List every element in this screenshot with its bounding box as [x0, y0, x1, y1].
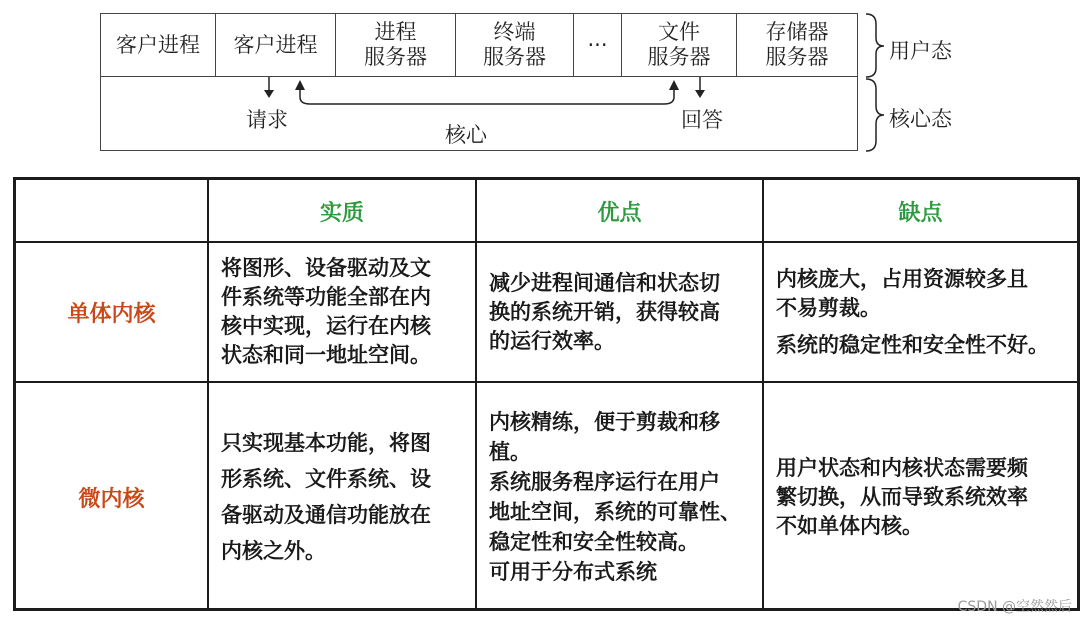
- header-essence: 实质: [319, 201, 364, 226]
- header-disadvantages: 缺点: [898, 201, 943, 226]
- user-mode-brace-icon: [866, 14, 884, 77]
- text-line: 地址空间，系统的可靠性、: [489, 500, 741, 524]
- text-line: 件系统等功能全部在内: [221, 285, 431, 309]
- user-mode-label: 用户态: [889, 39, 952, 63]
- text-line: 用户状态和内核状态需要频: [776, 455, 1028, 480]
- kernel-mode-label: 核心态: [889, 107, 952, 131]
- text-line: 稳定性和安全性较高。: [489, 530, 699, 554]
- text-line: 备驱动及通信功能放在: [221, 503, 431, 527]
- watermark: CSDN @空然然后: [957, 599, 1072, 615]
- text-line: 内核之外。: [221, 539, 326, 563]
- text-line: 状态和同一地址空间。: [221, 343, 431, 367]
- kernel-architecture-diagram: [0, 0, 1084, 160]
- ellipsis-cell: ···: [574, 14, 622, 76]
- text-line: 只实现基本功能，将图: [221, 431, 431, 455]
- request-label: 请求: [246, 108, 288, 132]
- terminal-server-cell: 终端 服务器: [456, 14, 574, 76]
- column-divider: [475, 180, 477, 608]
- monolithic-disadvantages-cell: [776, 243, 1078, 381]
- monolithic-advantages-cell: [489, 243, 762, 381]
- client-process-cell-2: 客户进程: [216, 14, 336, 76]
- text-line: 换的系统开销，获得较高: [489, 299, 720, 324]
- microkernel-advantages-cell: [489, 383, 762, 611]
- text-line: 将图形、设备驱动及文: [221, 256, 431, 280]
- text-line: 不如单体内核。: [776, 513, 923, 538]
- file-server-cell: 文件 服务器: [622, 14, 737, 76]
- text-line: 系统的稳定性和安全性不好。: [776, 332, 1049, 357]
- client-process-cell-1: 客户进程: [101, 14, 216, 76]
- text-line: 植。: [489, 440, 531, 464]
- header-advantages: 优点: [597, 201, 642, 226]
- text-line: 减少进程间通信和状态切: [489, 270, 720, 295]
- text-line: 不易剪裁。: [776, 295, 881, 320]
- kernel-message-path: [300, 88, 674, 104]
- kernel-comparison-table: [13, 177, 1080, 611]
- microkernel-disadvantages-cell: [776, 383, 1078, 611]
- diagram-arrows-and-braces: [0, 0, 1084, 160]
- process-server-cell: 进程 服务器: [336, 14, 456, 76]
- text-line: 繁切换，从而导致系统效率: [776, 484, 1028, 509]
- storage-server-cell: 存储器 服务器: [765, 20, 829, 69]
- kernel-label: 核心: [445, 123, 487, 147]
- text-line: 内核庞大，占用资源较多且: [776, 266, 1028, 291]
- row-header-monolithic-kernel: 单体内核: [67, 301, 156, 327]
- text-line: 可用于分布式系统: [489, 560, 657, 584]
- microkernel-essence-cell: [221, 383, 475, 611]
- column-divider: [762, 180, 764, 608]
- text-line: 内核精练，便于剪裁和移: [489, 410, 720, 434]
- text-line: 形系统、文件系统、设: [221, 467, 431, 491]
- request-arrowhead: [264, 90, 274, 98]
- monolithic-essence-cell: [221, 243, 475, 381]
- path-arrowhead-left: [295, 80, 305, 90]
- row-header-microkernel: 微内核: [78, 486, 145, 512]
- kernel-mode-brace-icon: [866, 79, 884, 151]
- reply-arrowhead: [695, 90, 705, 98]
- column-divider: [207, 180, 209, 608]
- path-arrowhead-right: [669, 80, 679, 90]
- reply-label: 回答: [681, 108, 723, 132]
- text-line: 的运行效率。: [489, 328, 615, 353]
- text-line: 系统服务程序运行在用户: [489, 470, 720, 494]
- text-line: 核中实现，运行在内核: [221, 314, 431, 338]
